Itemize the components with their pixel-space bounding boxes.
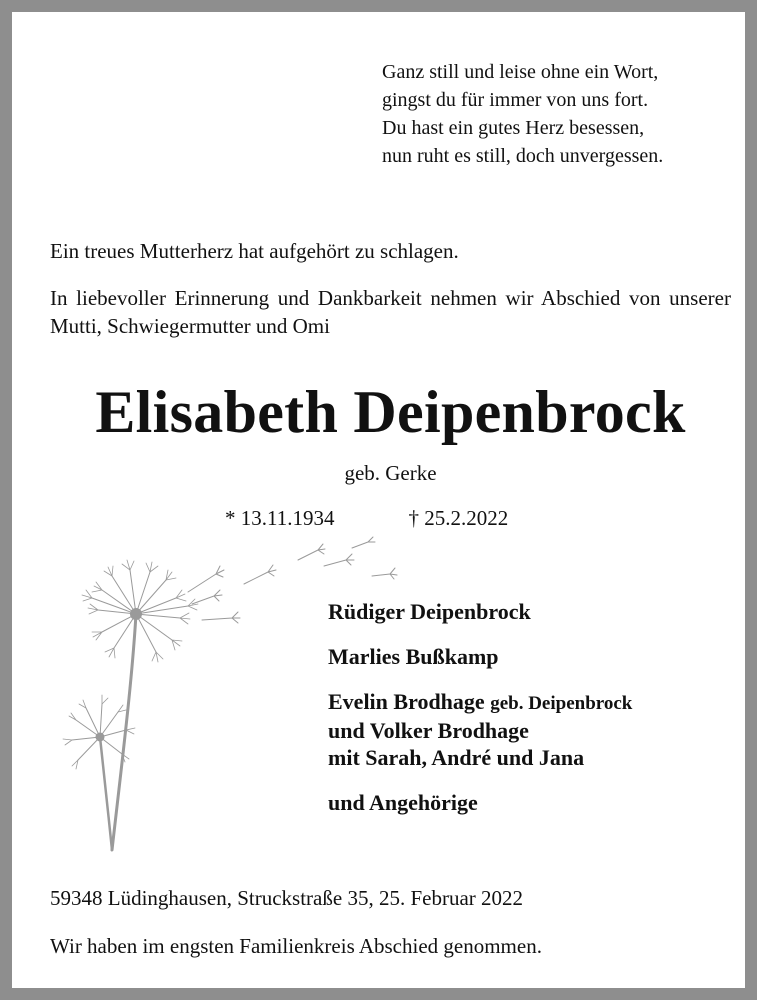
poem-line: gingst du für immer von uns fort. (382, 89, 649, 111)
deceased-name: Elisabeth Deipenbrock (95, 379, 686, 445)
closing-note: Wir haben im engsten Familienkreis Abschied genommen. (50, 934, 542, 958)
mourner-birth-name: geb. Deipenbrock (490, 693, 633, 714)
mourner-name: Marlies Bußkamp (328, 644, 499, 669)
poem-line: Du hast ein gutes Herz besessen, (382, 117, 645, 139)
dandelion-stem (112, 614, 136, 850)
mourner-name (328, 688, 632, 717)
mourner-first-line: Evelin Brodhage (328, 689, 485, 714)
mourner-name: und Angehörige (328, 790, 478, 815)
poem-line: Ganz still und leise ohne ein Wort, (382, 61, 659, 83)
mourner-line: mit Sarah, André und Jana (328, 745, 585, 770)
intro-paragraph: In liebevoller Erinnerung und Dankbarkeit nehmen wir Abschied von unserer Mutti, Schwiegermutter und Omi (50, 286, 731, 338)
intro-line: Ein treues Mutterherz hat aufgehört zu schlagen. (50, 239, 459, 263)
place-and-date: 59348 Lüdinghausen, Struckstraße 35, 25. Februar 2022 (50, 886, 524, 910)
poem (382, 58, 663, 170)
mourners-list (328, 598, 632, 816)
life-dates (225, 506, 508, 531)
birth-date: * 13.11.1934 (225, 506, 335, 530)
poem-line: nun ruht es still, doch unvergessen. (382, 145, 664, 167)
mourner-line: und Volker Brodhage (328, 718, 529, 743)
mourner-name: Rüdiger Deipenbrock (328, 599, 531, 624)
birth-name: geb. Gerke (344, 461, 437, 485)
death-date: † 25.2.2022 (408, 506, 509, 530)
dandelion-stem (100, 737, 112, 850)
